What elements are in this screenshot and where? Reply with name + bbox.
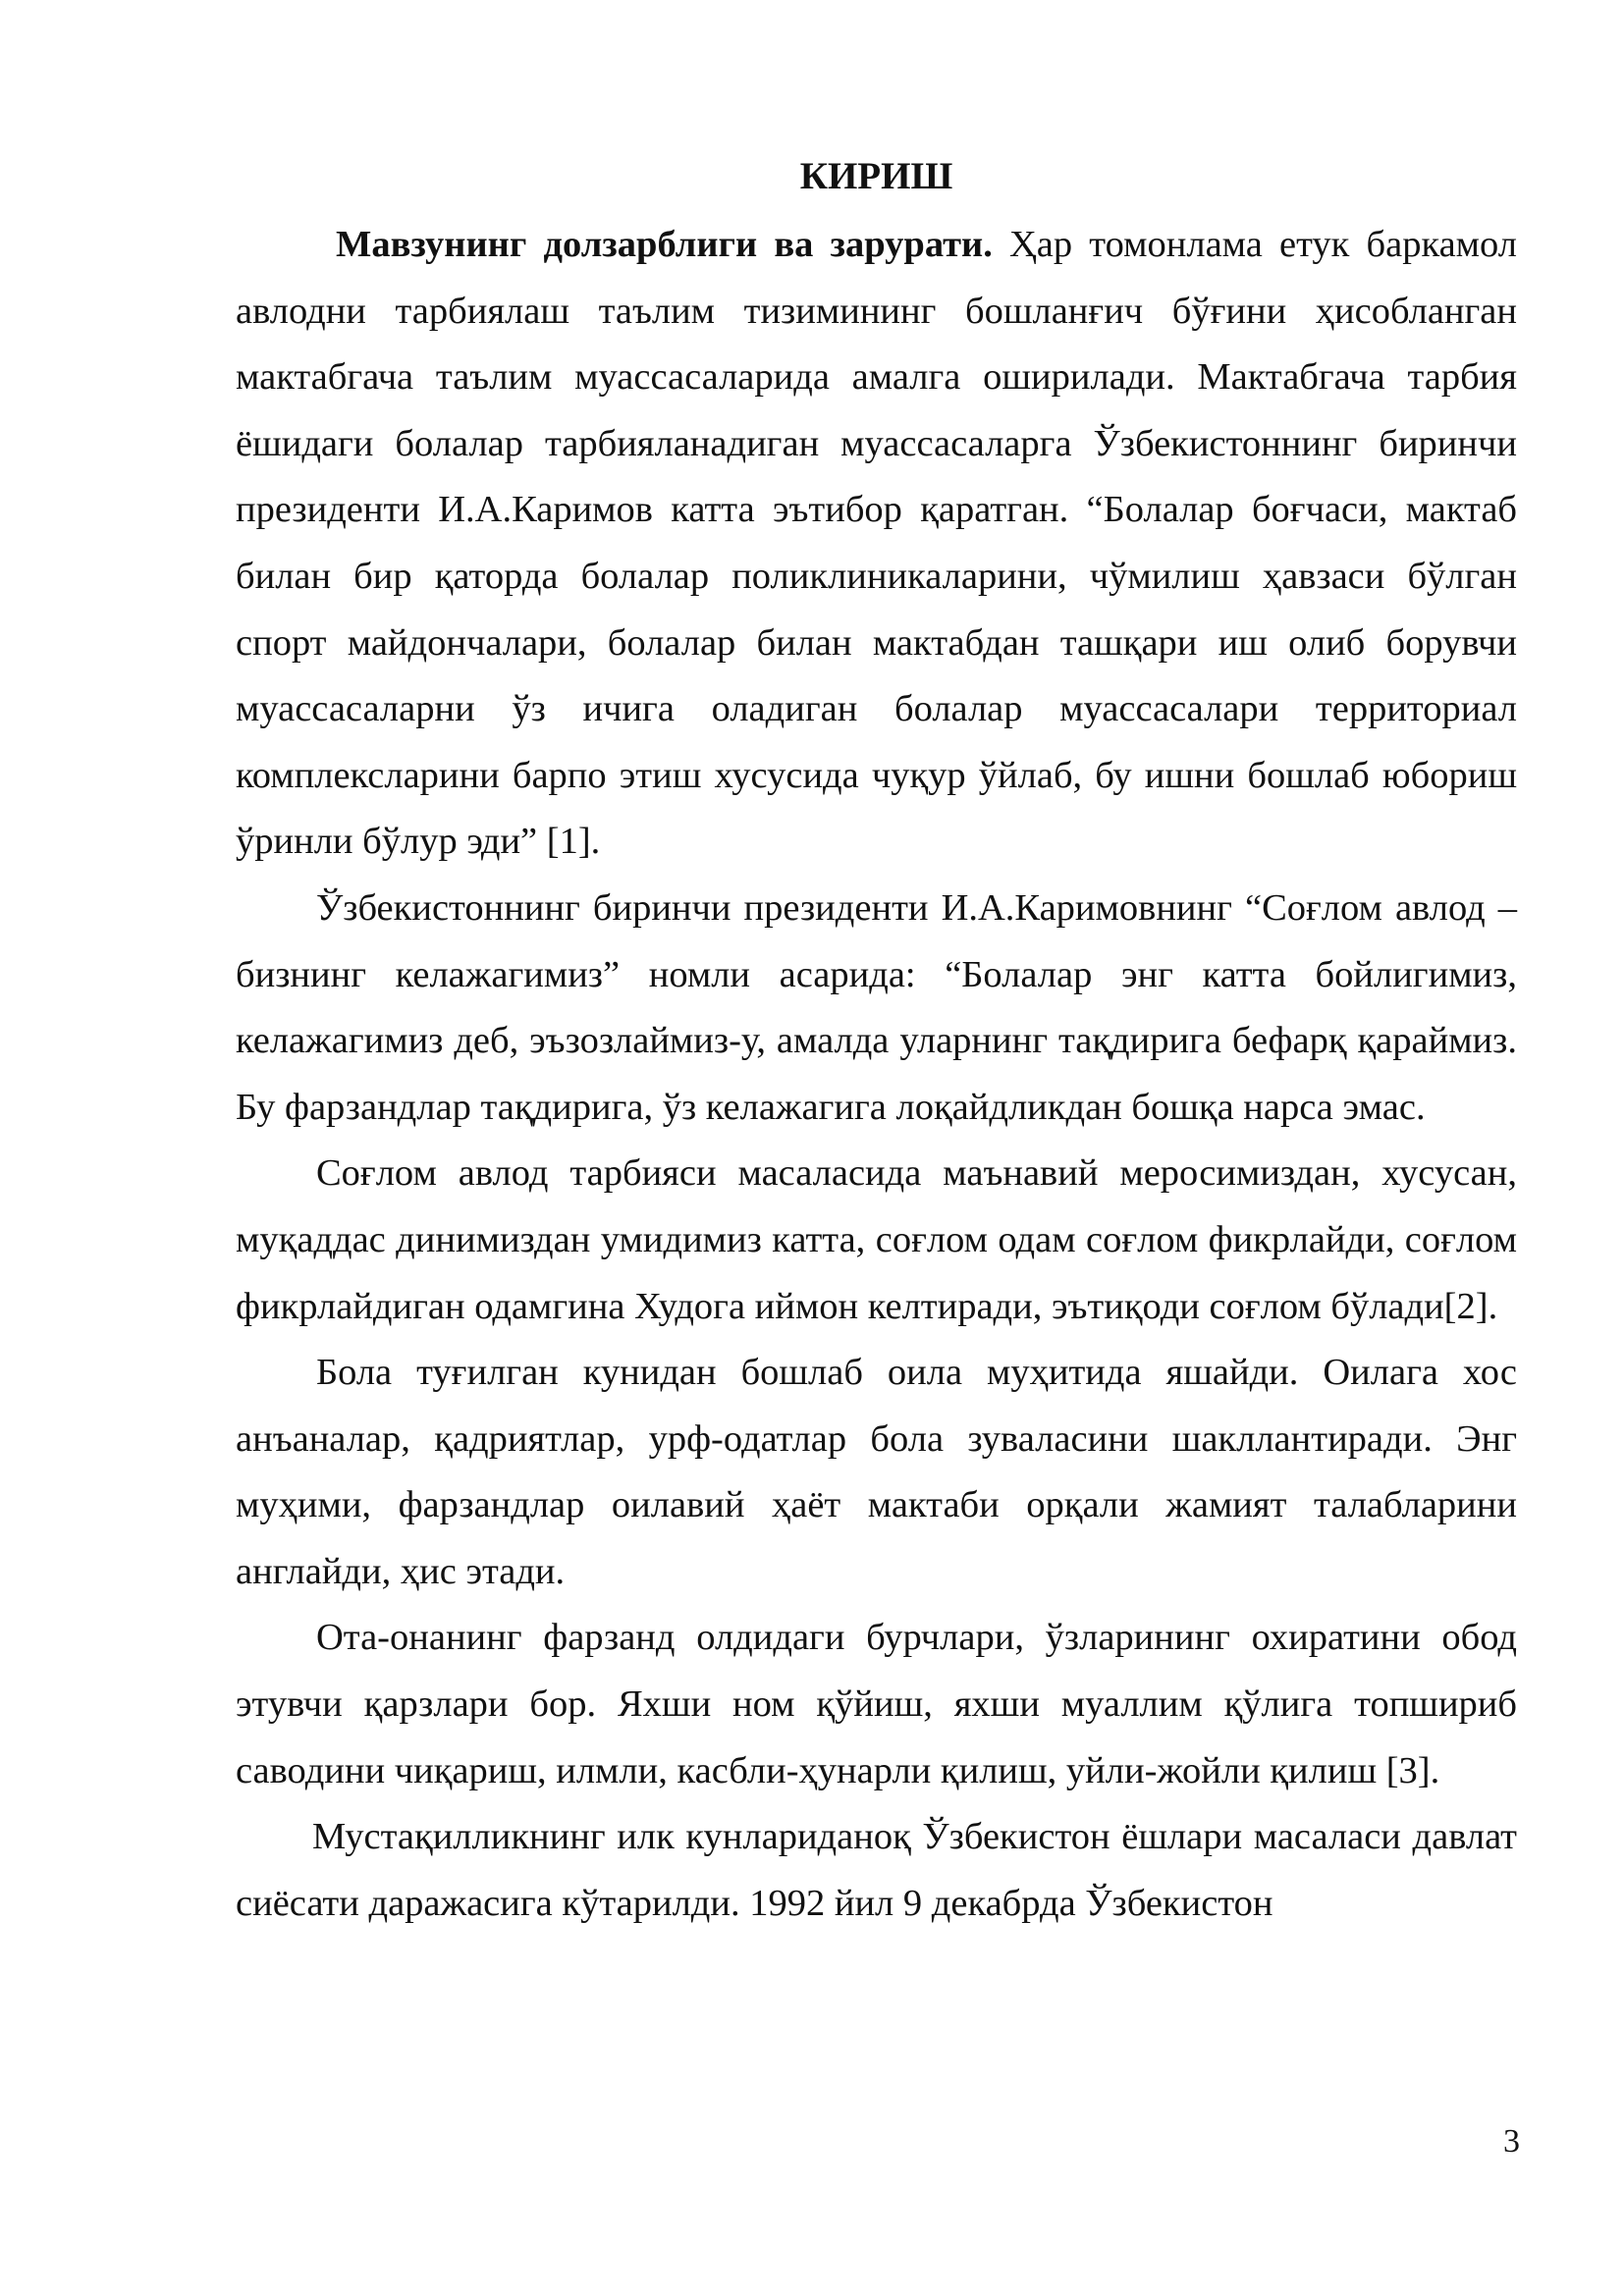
paragraph-5: Ота-онанинг фарзанд олдидаги бурчлари, ўзларининг охиратини обод этувчи қарзлари бор. Яхши ном қўйиш, яхши муаллим қўлига топшириб саводини чиқариш, илмли, касбли-ҳунарли қилиш, уйли-жойли қилиш [3].	[236, 1617, 1517, 1791]
page-title: КИРИШ	[799, 155, 953, 197]
paragraph-1	[236, 212, 1517, 876]
paragraph-1-lead: Мавзунинг долзарблиги ва зарурати.	[336, 224, 993, 265]
paragraph-6: Мустақилликнинг илк кунлариданоқ Ўзбекистон ёшлари масаласи давлат сиёсати даражасига кўтарилди. 1992 йил 9 декабрда Ўзбекистон	[236, 1816, 1517, 1924]
body-text	[236, 212, 1517, 1937]
paragraph-2: Ўзбекистоннинг биринчи президенти И.А.Каримовнинг “Соғлом авлод – бизнинг келажагимиз” номли асарида: “Болалар энг катта бойлигимиз, келажагимиз деб, эъзозлаймиз-у, амалда уларнинг тақдирига бефарқ қараймиз. Бу фарзандлар тақдирига, ўз келажагига лоқайдликдан бошқа нарса эмас.	[236, 886, 1517, 1128]
paragraph-4: Бола туғилган кунидан бошлаб оила муҳитида яшайди. Оилага хос анъаналар, қадриятлар, урф-одатлар бола зуваласини шакллантиради. Энг муҳими, фарзандлар оилавий ҳаёт мактаби орқали жамият талабларини англайди, ҳис этади.	[236, 1352, 1517, 1592]
paragraph-1-text: Ҳар томонлама етук баркамол авлодни тарбиялаш таълим тизимининг бошланғич бўғини ҳисобланган мактабгача таълим муассасаларида амалга оширилади. Мактабгача тарбия ёшидаги болалар тарбияланадиган муассасаларга Ўзбекистоннинг биринчи президенти И.А.Каримов катта эътибор қаратган. “Болалар боғчаси, мактаб билан бир қаторда болалар поликлиникаларини, чўмилиш ҳавзаси бўлган спорт майдончалари, болалар билан мактабдан ташқари иш олиб борувчи муассасаларни ўз ичига оладиган болалар муассасалари территориал комплексларини барпо этиш хусусида чуқур ўйлаб, бу ишни бошлаб юбориш ўринли бўлур эди” [1].	[236, 224, 1517, 863]
paragraph-3: Соғлом авлод тарбияси масаласида маънавий меросимиздан, хусусан, муқаддас динимиздан умидимиз катта, соғлом одам соғлом фикрлайди, соғлом фикрлайдиган одамгина Худога иймон келтиради, эътиқоди соғлом бўлади[2].	[236, 1152, 1517, 1327]
page-number: 3	[1503, 2123, 1520, 2160]
